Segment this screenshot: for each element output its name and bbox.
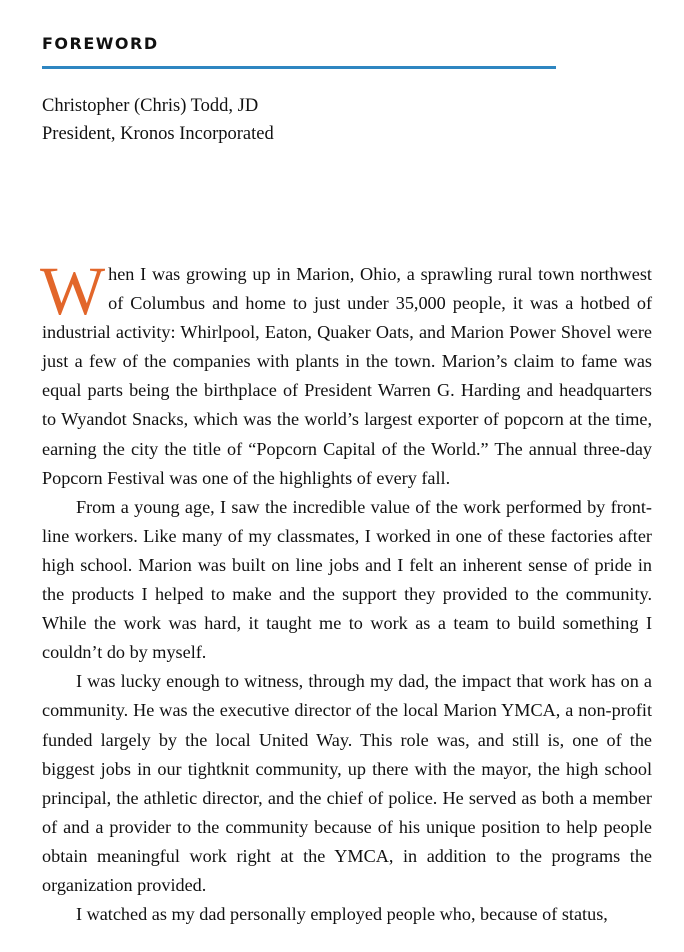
author-title: President, Kronos Incorporated <box>42 124 274 144</box>
author-block <box>42 92 274 148</box>
paragraph-4: I watched as my dad personally employed people who, because of status, <box>76 904 608 925</box>
paragraph-3: I was lucky enough to witness, through my dad, the impact that work has on a community. He was the executive director of the local Marion YMCA, a non-profit funded largely by the local United Way. This role was, and still is, one of the biggest jobs in our tightknit community, up there with the mayor, the high school principal, the athletic director, and the chief of police. He served as both a member of and a provider to the community because of his unique position to help people obtain meaningful work right at the YMCA, in addition to the programs the organization provided. <box>42 671 652 895</box>
author-name: Christopher (Chris) Todd, JD <box>42 96 259 116</box>
drop-cap: W <box>40 253 106 329</box>
section-label: FOREWORD <box>42 34 159 53</box>
paragraph-2: From a young age, I saw the incredible value of the work performed by front-line workers. Like many of my classmates, I worked in one of these factories after high school. Marion was built on line jobs and I felt an inherent sense of pride in the products I helped to make and the support they provided to the community. While the work was hard, it taught me to work as a team to build something I couldn’t do by myself. <box>42 496 652 663</box>
header-rule <box>42 66 556 69</box>
paragraph-1 <box>40 253 652 493</box>
paragraph-1-text: hen I was growing up in Marion, Ohio, a sprawling rural town northwest of Columbus and home to just under 35,000 people, it was a hotbed of industrial activity: Whirlpool, Eaton, Quaker Oats, and Marion Power Shovel were just a few of the companies with plants in the town. Marion’s claim to fame was equal parts being the birthplace of President Warren G. Harding and headquarters to Wyandot Snacks, which was the world’s largest exporter of popcorn at the time, earning the city the title of “Popcorn Capital of the World.” The annual three-day Popcorn Festival was one of the highlights of every fall. <box>42 264 652 488</box>
foreword-body <box>40 253 652 929</box>
